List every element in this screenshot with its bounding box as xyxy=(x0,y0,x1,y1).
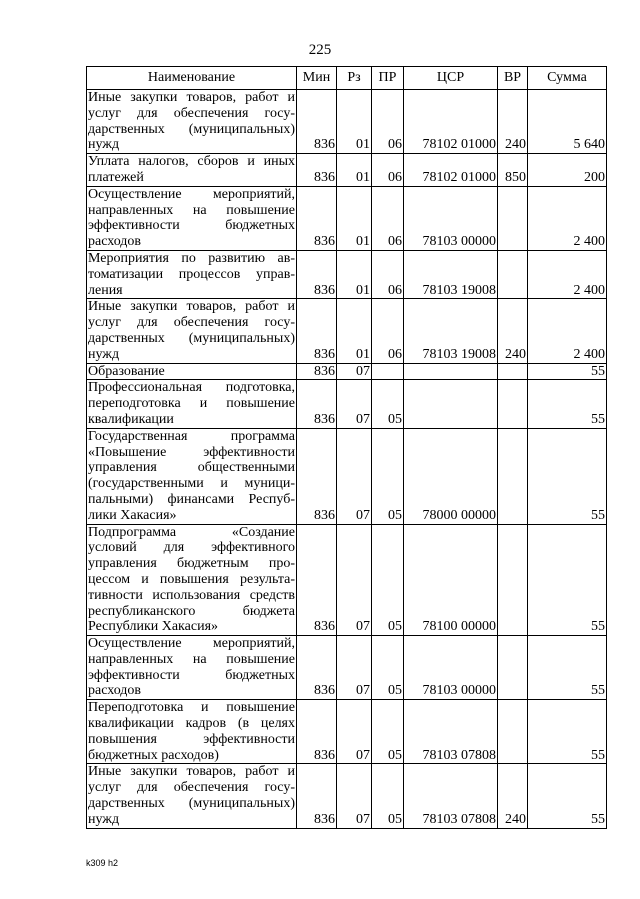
row-vr: 850 xyxy=(498,154,528,187)
row-rz: 07 xyxy=(337,636,372,700)
row-min: 836 xyxy=(297,380,337,428)
row-min: 836 xyxy=(297,363,337,380)
row-csr xyxy=(404,363,498,380)
row-vr xyxy=(498,636,528,700)
table-row xyxy=(87,700,607,764)
row-pr: 05 xyxy=(372,764,404,828)
row-pr: 06 xyxy=(372,90,404,154)
row-name: Осуществление мероприятий, направленных на повышение эффективности бюджетных расходов xyxy=(88,186,295,250)
row-sum: 55 xyxy=(528,428,607,524)
row-csr: 78000 00000 xyxy=(404,428,498,524)
row-min: 836 xyxy=(297,428,337,524)
row-pr: 06 xyxy=(372,250,404,298)
row-min: 836 xyxy=(297,154,337,187)
row-csr: 78102 01000 xyxy=(404,90,498,154)
footer-code: k309 h2 xyxy=(86,858,119,868)
row-pr: 05 xyxy=(372,380,404,428)
row-min: 836 xyxy=(297,299,337,363)
row-name: Иные закупки товаров, работ и услуг для обеспечения госу-дарственных (муниципальных) нужд xyxy=(88,90,295,153)
row-min: 836 xyxy=(297,636,337,700)
row-sum: 55 xyxy=(528,524,607,636)
column-header-name: Наименование xyxy=(87,67,297,90)
table-row xyxy=(87,299,607,363)
row-vr xyxy=(498,363,528,380)
row-pr: 05 xyxy=(372,428,404,524)
row-vr xyxy=(498,524,528,636)
row-name: Иные закупки товаров, работ и услуг для обеспечения госу-дарственных (муниципальных) нужд xyxy=(88,764,295,827)
row-rz: 07 xyxy=(337,764,372,828)
row-min: 836 xyxy=(297,764,337,828)
row-min: 836 xyxy=(297,524,337,636)
table-row xyxy=(87,363,607,380)
row-vr xyxy=(498,428,528,524)
row-csr: 78102 01000 xyxy=(404,154,498,187)
row-vr: 240 xyxy=(498,299,528,363)
row-sum: 55 xyxy=(528,700,607,764)
row-rz: 07 xyxy=(337,380,372,428)
table-header-row xyxy=(87,67,607,90)
table-row xyxy=(87,250,607,298)
column-header-vr: ВР xyxy=(498,67,528,90)
row-vr: 240 xyxy=(498,90,528,154)
row-sum: 55 xyxy=(528,764,607,828)
row-csr: 78103 07808 xyxy=(404,764,498,828)
row-name: Профессиональная подготовка, переподготовка и повышение квалификации xyxy=(88,380,295,427)
row-pr: 05 xyxy=(372,700,404,764)
row-csr: 78103 00000 xyxy=(404,186,498,250)
row-csr: 78100 00000 xyxy=(404,524,498,636)
row-csr: 78103 00000 xyxy=(404,636,498,700)
row-rz: 01 xyxy=(337,186,372,250)
row-sum: 55 xyxy=(528,363,607,380)
row-min: 836 xyxy=(297,90,337,154)
table-row xyxy=(87,380,607,428)
row-csr xyxy=(404,380,498,428)
row-pr: 06 xyxy=(372,154,404,187)
row-sum: 200 xyxy=(528,154,607,187)
row-rz: 07 xyxy=(337,363,372,380)
row-name: Осуществление мероприятий, направленных на повышение эффективности бюджетных расходов xyxy=(88,636,295,699)
row-rz: 07 xyxy=(337,700,372,764)
row-name: Мероприятия по развитию ав-томатизации процессов управ-ления xyxy=(88,250,295,298)
row-min: 836 xyxy=(297,700,337,764)
page-number: 225 xyxy=(308,42,332,58)
row-rz: 01 xyxy=(337,250,372,298)
row-pr: 06 xyxy=(372,299,404,363)
row-sum: 2 400 xyxy=(528,299,607,363)
column-header-sum: Сумма xyxy=(528,67,607,90)
table-row xyxy=(87,764,607,828)
row-csr: 78103 19008 xyxy=(404,250,498,298)
row-pr: 05 xyxy=(372,524,404,636)
row-rz: 07 xyxy=(337,524,372,636)
row-vr xyxy=(498,700,528,764)
row-csr: 78103 19008 xyxy=(404,299,498,363)
row-sum: 55 xyxy=(528,380,607,428)
row-rz: 01 xyxy=(337,299,372,363)
row-vr: 240 xyxy=(498,764,528,828)
row-name: Образование xyxy=(87,363,297,380)
row-sum: 2 400 xyxy=(528,186,607,250)
row-pr: 05 xyxy=(372,636,404,700)
row-rz: 07 xyxy=(337,428,372,524)
column-header-csr: ЦСР xyxy=(404,67,498,90)
row-name: Уплата налогов, сборов и иных платежей xyxy=(88,154,295,185)
row-vr xyxy=(498,380,528,428)
row-pr xyxy=(372,363,404,380)
row-pr: 06 xyxy=(372,186,404,250)
row-rz: 01 xyxy=(337,154,372,187)
table-row xyxy=(87,154,607,187)
row-vr xyxy=(498,250,528,298)
table-row xyxy=(87,636,607,700)
row-sum: 5 640 xyxy=(528,90,607,154)
row-min: 836 xyxy=(297,250,337,298)
row-name: Иные закупки товаров, работ и услуг для обеспечения госу-дарственных (муниципальных) нужд xyxy=(88,299,295,362)
row-rz: 01 xyxy=(337,90,372,154)
row-name: Государственная программа «Повышение эффективности управления общественными (государственными и муници-пальными) финансами Респуб-лики Хакасия» xyxy=(88,428,295,523)
row-min: 836 xyxy=(297,186,337,250)
column-header-pr: ПР xyxy=(372,67,404,90)
table-row xyxy=(87,90,607,154)
row-name: Подпрограмма «Создание условий для эффективного управления бюджетным про-цессом и повышения результа-тивности использования средств республиканского бюджета Республики Хакасия» xyxy=(88,524,295,635)
table-row xyxy=(87,524,607,636)
column-header-rz: Рз xyxy=(337,67,372,90)
table-row xyxy=(87,186,607,250)
table-row xyxy=(87,428,607,524)
row-sum: 55 xyxy=(528,636,607,700)
column-header-min: Мин xyxy=(297,67,337,90)
budget-table xyxy=(86,66,607,829)
row-name: Переподготовка и повышение квалификации кадров (в целях повышения эффективности бюджетных расходов) xyxy=(88,700,295,763)
row-vr xyxy=(498,186,528,250)
row-csr: 78103 07808 xyxy=(404,700,498,764)
row-sum: 2 400 xyxy=(528,250,607,298)
